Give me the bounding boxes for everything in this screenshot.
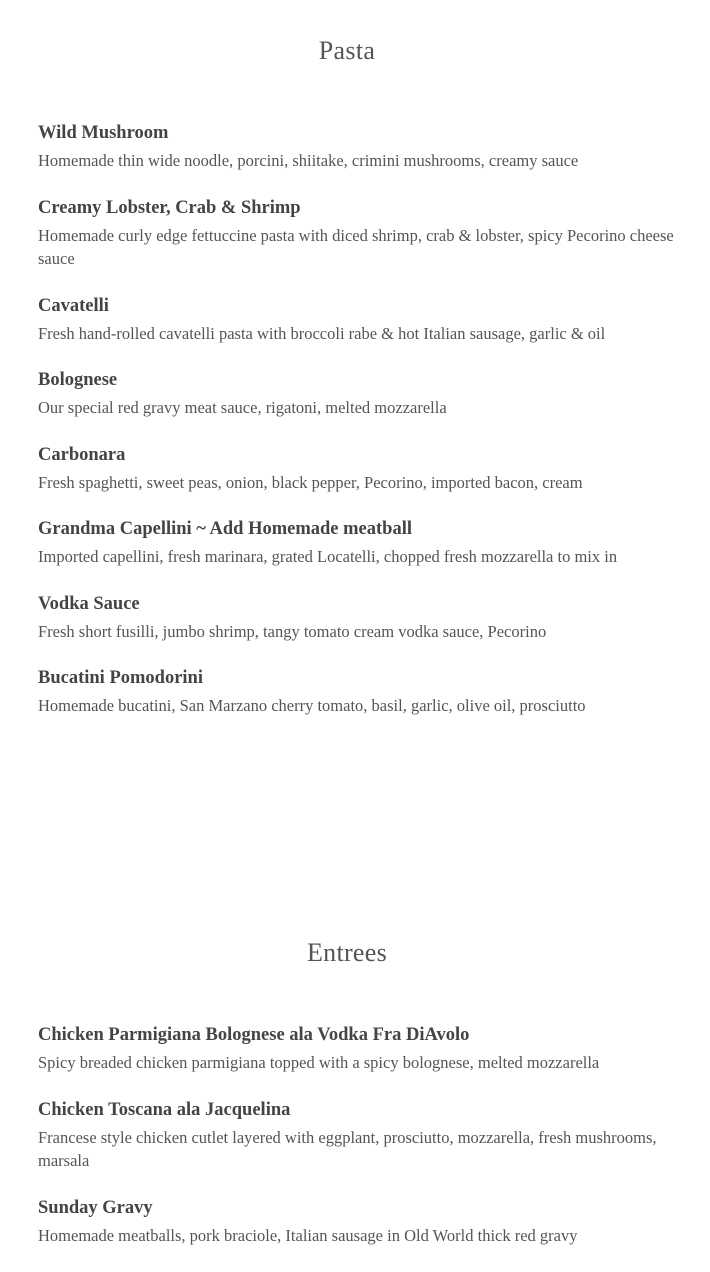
menu-item-name: Vodka Sauce bbox=[38, 593, 140, 614]
menu-item-name: Grandma Capellini ~ Add Homemade meatball bbox=[38, 519, 412, 539]
entrees-items bbox=[38, 1023, 688, 1270]
menu-item-name: Bolognese bbox=[38, 370, 118, 390]
menu-item-description: Homemade thin wide noodle, porcini, shiitake, crimini mushrooms, creamy sauce bbox=[38, 151, 579, 170]
menu-item-description: Homemade meatballs, pork braciole, Italian sausage in Old World thick red gravy bbox=[38, 1225, 578, 1245]
menu-item-description: Fresh spaghetti, sweet peas, onion, black pepper, Pecorino, imported bacon, cream bbox=[38, 472, 583, 492]
menu-item bbox=[38, 1098, 688, 1173]
menu-item bbox=[38, 121, 688, 173]
entrees-section-title: Entrees bbox=[306, 938, 388, 967]
menu-item-description: Francese style chicken cutlet layered with eggplant, prosciutto, mozzarella, fresh mushrooms, marsala bbox=[38, 1127, 657, 1170]
menu-item-description: Fresh short fusilli, jumbo shrimp, tangy tomato cream vodka sauce, Pecorino bbox=[38, 621, 547, 641]
menu-item-description: Homemade bucatini, San Marzano cherry tomato, basil, garlic, olive oil, prosciutto bbox=[38, 696, 586, 715]
menu-item-description: Imported capellini, fresh marinara, grated Locatelli, chopped fresh mozzarella to mix in bbox=[38, 547, 618, 566]
menu-item bbox=[38, 592, 688, 644]
menu-item bbox=[38, 666, 688, 718]
menu-item-name: Cavatelli bbox=[38, 295, 109, 316]
menu-item bbox=[38, 368, 688, 420]
menu-item bbox=[38, 196, 688, 271]
menu-item-name: Chicken Parmigiana Bolognese ala Vodka Fra DiAvolo bbox=[38, 1025, 470, 1045]
menu-item bbox=[38, 517, 688, 569]
menu-item bbox=[38, 1196, 688, 1248]
menu-item-description: Our special red gravy meat sauce, rigatoni, melted mozzarella bbox=[38, 398, 447, 417]
menu-item-description: Homemade curly edge fettuccine pasta with diced shrimp, crab & lobster, spicy Pecorino cheese sauce bbox=[38, 225, 674, 268]
menu-item-name: Chicken Toscana ala Jacquelina bbox=[38, 1099, 291, 1120]
menu-item-name: Bucatini Pomodorini bbox=[38, 668, 203, 688]
menu-item-name: Wild Mushroom bbox=[38, 123, 169, 143]
menu-item-description: Spicy breaded chicken parmigiana topped with a spicy bolognese, melted mozzarella bbox=[38, 1053, 600, 1072]
pasta-section bbox=[38, 35, 688, 715]
pasta-items bbox=[38, 121, 688, 741]
entrees-section bbox=[38, 937, 688, 1245]
menu-item bbox=[38, 443, 688, 495]
menu-item bbox=[38, 294, 688, 346]
menu-item-name: Creamy Lobster, Crab & Shrimp bbox=[38, 197, 301, 218]
pasta-section-title: Pasta bbox=[318, 36, 376, 65]
menu-item-name: Sunday Gravy bbox=[38, 1197, 153, 1218]
menu-item-description: Fresh hand-rolled cavatelli pasta with broccoli rabe & hot Italian sausage, garlic & oil bbox=[38, 323, 606, 343]
menu-item bbox=[38, 1023, 688, 1075]
menu-item-name: Carbonara bbox=[38, 444, 126, 465]
